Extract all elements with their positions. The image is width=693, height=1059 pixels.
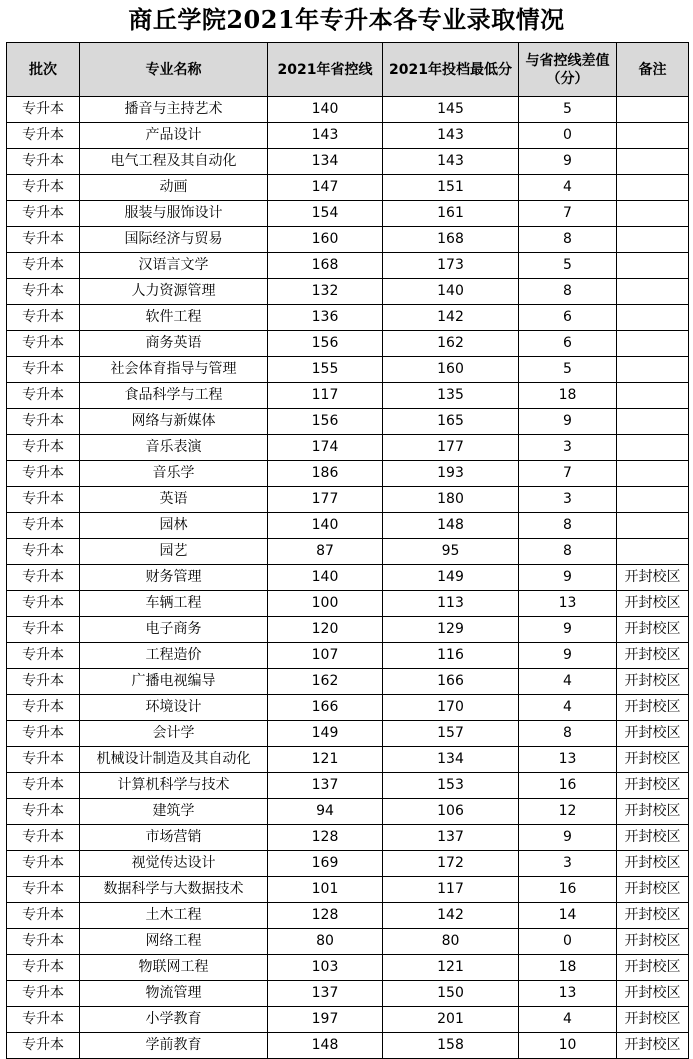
- cell-difference: 3: [519, 435, 617, 461]
- cell-control-line: 132: [268, 279, 383, 305]
- cell-control-line: 149: [268, 721, 383, 747]
- cell-batch: 专升本: [7, 123, 80, 149]
- cell-min-score: 143: [383, 149, 519, 175]
- cell-min-score: 121: [383, 955, 519, 981]
- cell-batch: 专升本: [7, 929, 80, 955]
- cell-remarks: [617, 97, 689, 123]
- cell-batch: 专升本: [7, 851, 80, 877]
- table-row: [7, 1007, 689, 1033]
- cell-control-line: 154: [268, 201, 383, 227]
- cell-major: 环境设计: [80, 695, 268, 721]
- cell-difference: 4: [519, 175, 617, 201]
- cell-batch: 专升本: [7, 513, 80, 539]
- cell-difference: 18: [519, 955, 617, 981]
- cell-major: 车辆工程: [80, 591, 268, 617]
- cell-difference: 4: [519, 695, 617, 721]
- cell-major: 网络与新媒体: [80, 409, 268, 435]
- cell-batch: 专升本: [7, 903, 80, 929]
- cell-min-score: 113: [383, 591, 519, 617]
- cell-major: 园林: [80, 513, 268, 539]
- cell-difference: 12: [519, 799, 617, 825]
- cell-difference: 16: [519, 877, 617, 903]
- cell-major: 物联网工程: [80, 955, 268, 981]
- cell-remarks: [617, 487, 689, 513]
- cell-control-line: 136: [268, 305, 383, 331]
- cell-remarks: [617, 227, 689, 253]
- cell-difference: 8: [519, 539, 617, 565]
- cell-major: 动画: [80, 175, 268, 201]
- cell-min-score: 172: [383, 851, 519, 877]
- admission-table: [6, 42, 689, 1059]
- table-row: [7, 825, 689, 851]
- cell-batch: 专升本: [7, 201, 80, 227]
- cell-difference: 8: [519, 513, 617, 539]
- table-row: [7, 227, 689, 253]
- cell-remarks: 开封校区: [617, 1007, 689, 1033]
- cell-batch: 专升本: [7, 409, 80, 435]
- cell-min-score: 151: [383, 175, 519, 201]
- cell-major: 视觉传达设计: [80, 851, 268, 877]
- cell-min-score: 165: [383, 409, 519, 435]
- cell-difference: 9: [519, 825, 617, 851]
- cell-difference: 4: [519, 669, 617, 695]
- cell-min-score: 180: [383, 487, 519, 513]
- cell-major: 英语: [80, 487, 268, 513]
- cell-major: 机械设计制造及其自动化: [80, 747, 268, 773]
- cell-batch: 专升本: [7, 669, 80, 695]
- cell-difference: 7: [519, 461, 617, 487]
- cell-remarks: 开封校区: [617, 617, 689, 643]
- table-row: [7, 253, 689, 279]
- column-header-control-line: 2021年省控线: [268, 43, 383, 97]
- cell-difference: 9: [519, 643, 617, 669]
- cell-remarks: 开封校区: [617, 1033, 689, 1059]
- table-row: [7, 799, 689, 825]
- table-row: [7, 929, 689, 955]
- cell-min-score: 106: [383, 799, 519, 825]
- table-row: [7, 331, 689, 357]
- cell-major: 汉语言文学: [80, 253, 268, 279]
- cell-batch: 专升本: [7, 279, 80, 305]
- cell-remarks: [617, 409, 689, 435]
- table-row: [7, 175, 689, 201]
- cell-min-score: 161: [383, 201, 519, 227]
- cell-major: 数据科学与大数据技术: [80, 877, 268, 903]
- cell-remarks: 开封校区: [617, 669, 689, 695]
- cell-control-line: 156: [268, 331, 383, 357]
- cell-control-line: 121: [268, 747, 383, 773]
- cell-control-line: 140: [268, 513, 383, 539]
- cell-min-score: 142: [383, 903, 519, 929]
- cell-major: 音乐学: [80, 461, 268, 487]
- cell-remarks: 开封校区: [617, 851, 689, 877]
- cell-major: 软件工程: [80, 305, 268, 331]
- table-row: [7, 747, 689, 773]
- cell-difference: 16: [519, 773, 617, 799]
- cell-min-score: 129: [383, 617, 519, 643]
- cell-batch: 专升本: [7, 747, 80, 773]
- table-row: [7, 981, 689, 1007]
- cell-min-score: 201: [383, 1007, 519, 1033]
- table-row: [7, 877, 689, 903]
- table-row: [7, 357, 689, 383]
- cell-batch: 专升本: [7, 695, 80, 721]
- table-row: [7, 539, 689, 565]
- cell-major: 播音与主持艺术: [80, 97, 268, 123]
- table-row: [7, 695, 689, 721]
- cell-batch: 专升本: [7, 97, 80, 123]
- cell-major: 学前教育: [80, 1033, 268, 1059]
- cell-min-score: 150: [383, 981, 519, 1007]
- cell-control-line: 137: [268, 981, 383, 1007]
- cell-control-line: 103: [268, 955, 383, 981]
- cell-batch: 专升本: [7, 227, 80, 253]
- cell-difference: 18: [519, 383, 617, 409]
- table-row: [7, 721, 689, 747]
- cell-major: 土木工程: [80, 903, 268, 929]
- cell-difference: 0: [519, 929, 617, 955]
- cell-remarks: [617, 253, 689, 279]
- cell-min-score: 170: [383, 695, 519, 721]
- cell-difference: 8: [519, 227, 617, 253]
- cell-major: 会计学: [80, 721, 268, 747]
- cell-major: 国际经济与贸易: [80, 227, 268, 253]
- cell-batch: 专升本: [7, 383, 80, 409]
- column-header-major: 专业名称: [80, 43, 268, 97]
- cell-min-score: 177: [383, 435, 519, 461]
- cell-difference: 10: [519, 1033, 617, 1059]
- cell-control-line: 134: [268, 149, 383, 175]
- cell-remarks: [617, 279, 689, 305]
- cell-control-line: 80: [268, 929, 383, 955]
- cell-major: 网络工程: [80, 929, 268, 955]
- cell-control-line: 168: [268, 253, 383, 279]
- cell-batch: 专升本: [7, 149, 80, 175]
- cell-difference: 0: [519, 123, 617, 149]
- cell-difference: 5: [519, 357, 617, 383]
- cell-difference: 8: [519, 721, 617, 747]
- cell-control-line: 117: [268, 383, 383, 409]
- cell-difference: 7: [519, 201, 617, 227]
- table-row: [7, 773, 689, 799]
- cell-major: 电气工程及其自动化: [80, 149, 268, 175]
- cell-min-score: 160: [383, 357, 519, 383]
- cell-min-score: 140: [383, 279, 519, 305]
- cell-control-line: 140: [268, 97, 383, 123]
- cell-remarks: [617, 513, 689, 539]
- cell-control-line: 128: [268, 825, 383, 851]
- cell-control-line: 94: [268, 799, 383, 825]
- cell-min-score: 148: [383, 513, 519, 539]
- cell-remarks: [617, 305, 689, 331]
- table-row: [7, 513, 689, 539]
- cell-batch: 专升本: [7, 825, 80, 851]
- cell-min-score: 134: [383, 747, 519, 773]
- cell-difference: 3: [519, 851, 617, 877]
- cell-control-line: 128: [268, 903, 383, 929]
- cell-batch: 专升本: [7, 435, 80, 461]
- cell-major: 市场营销: [80, 825, 268, 851]
- cell-difference: 5: [519, 253, 617, 279]
- table-row: [7, 617, 689, 643]
- cell-difference: 6: [519, 331, 617, 357]
- cell-batch: 专升本: [7, 643, 80, 669]
- cell-control-line: 140: [268, 565, 383, 591]
- table-row: [7, 643, 689, 669]
- cell-min-score: 143: [383, 123, 519, 149]
- table-row: [7, 1033, 689, 1059]
- cell-difference: 14: [519, 903, 617, 929]
- cell-control-line: 100: [268, 591, 383, 617]
- cell-batch: 专升本: [7, 487, 80, 513]
- cell-remarks: 开封校区: [617, 591, 689, 617]
- table-row: [7, 591, 689, 617]
- cell-difference: 13: [519, 981, 617, 1007]
- table-row: [7, 565, 689, 591]
- cell-control-line: 169: [268, 851, 383, 877]
- column-header-min-score: 2021年投档最低分: [383, 43, 519, 97]
- cell-remarks: [617, 435, 689, 461]
- cell-min-score: 166: [383, 669, 519, 695]
- cell-remarks: 开封校区: [617, 877, 689, 903]
- cell-difference: 5: [519, 97, 617, 123]
- cell-min-score: 95: [383, 539, 519, 565]
- cell-remarks: 开封校区: [617, 747, 689, 773]
- cell-batch: 专升本: [7, 1007, 80, 1033]
- cell-remarks: [617, 149, 689, 175]
- cell-control-line: 155: [268, 357, 383, 383]
- cell-remarks: [617, 175, 689, 201]
- cell-difference: 4: [519, 1007, 617, 1033]
- cell-major: 电子商务: [80, 617, 268, 643]
- cell-batch: 专升本: [7, 331, 80, 357]
- cell-batch: 专升本: [7, 305, 80, 331]
- cell-control-line: 87: [268, 539, 383, 565]
- cell-control-line: 120: [268, 617, 383, 643]
- cell-min-score: 193: [383, 461, 519, 487]
- cell-difference: 3: [519, 487, 617, 513]
- cell-major: 物流管理: [80, 981, 268, 1007]
- cell-major: 建筑学: [80, 799, 268, 825]
- cell-control-line: 143: [268, 123, 383, 149]
- column-header-batch: 批次: [7, 43, 80, 97]
- cell-difference: 9: [519, 149, 617, 175]
- cell-min-score: 153: [383, 773, 519, 799]
- cell-major: 财务管理: [80, 565, 268, 591]
- cell-major: 食品科学与工程: [80, 383, 268, 409]
- cell-batch: 专升本: [7, 981, 80, 1007]
- cell-remarks: [617, 539, 689, 565]
- cell-remarks: 开封校区: [617, 695, 689, 721]
- cell-remarks: 开封校区: [617, 643, 689, 669]
- cell-remarks: [617, 123, 689, 149]
- cell-remarks: 开封校区: [617, 799, 689, 825]
- cell-control-line: 101: [268, 877, 383, 903]
- cell-remarks: [617, 357, 689, 383]
- cell-min-score: 162: [383, 331, 519, 357]
- cell-batch: 专升本: [7, 617, 80, 643]
- cell-batch: 专升本: [7, 565, 80, 591]
- table-row: [7, 97, 689, 123]
- table-row: [7, 903, 689, 929]
- cell-difference: 13: [519, 591, 617, 617]
- cell-min-score: 142: [383, 305, 519, 331]
- cell-remarks: [617, 201, 689, 227]
- cell-control-line: 197: [268, 1007, 383, 1033]
- cell-batch: 专升本: [7, 253, 80, 279]
- cell-batch: 专升本: [7, 955, 80, 981]
- table-row: [7, 435, 689, 461]
- cell-remarks: 开封校区: [617, 903, 689, 929]
- cell-min-score: 80: [383, 929, 519, 955]
- cell-remarks: 开封校区: [617, 981, 689, 1007]
- cell-min-score: 116: [383, 643, 519, 669]
- cell-batch: 专升本: [7, 1033, 80, 1059]
- table-header-row: [7, 43, 689, 97]
- table-row: [7, 409, 689, 435]
- cell-major: 计算机科学与技术: [80, 773, 268, 799]
- cell-control-line: 177: [268, 487, 383, 513]
- cell-remarks: 开封校区: [617, 773, 689, 799]
- cell-control-line: 174: [268, 435, 383, 461]
- cell-min-score: 157: [383, 721, 519, 747]
- cell-min-score: 135: [383, 383, 519, 409]
- cell-control-line: 160: [268, 227, 383, 253]
- cell-difference: 13: [519, 747, 617, 773]
- cell-control-line: 156: [268, 409, 383, 435]
- cell-min-score: 149: [383, 565, 519, 591]
- cell-min-score: 168: [383, 227, 519, 253]
- cell-batch: 专升本: [7, 877, 80, 903]
- cell-control-line: 107: [268, 643, 383, 669]
- cell-difference: 9: [519, 565, 617, 591]
- cell-remarks: 开封校区: [617, 929, 689, 955]
- cell-major: 人力资源管理: [80, 279, 268, 305]
- cell-difference: 9: [519, 409, 617, 435]
- cell-major: 广播电视编导: [80, 669, 268, 695]
- table-row: [7, 383, 689, 409]
- cell-major: 音乐表演: [80, 435, 268, 461]
- table-row: [7, 487, 689, 513]
- cell-difference: 9: [519, 617, 617, 643]
- cell-major: 商务英语: [80, 331, 268, 357]
- cell-major: 产品设计: [80, 123, 268, 149]
- cell-batch: 专升本: [7, 461, 80, 487]
- cell-difference: 6: [519, 305, 617, 331]
- cell-remarks: 开封校区: [617, 721, 689, 747]
- cell-min-score: 158: [383, 1033, 519, 1059]
- cell-major: 社会体育指导与管理: [80, 357, 268, 383]
- cell-control-line: 166: [268, 695, 383, 721]
- table-row: [7, 279, 689, 305]
- cell-batch: 专升本: [7, 175, 80, 201]
- cell-difference: 8: [519, 279, 617, 305]
- cell-batch: 专升本: [7, 357, 80, 383]
- cell-remarks: 开封校区: [617, 825, 689, 851]
- cell-batch: 专升本: [7, 799, 80, 825]
- table-row: [7, 305, 689, 331]
- page-title: 商丘学院2021年专升本各专业录取情况: [128, 5, 565, 34]
- cell-control-line: 162: [268, 669, 383, 695]
- table-row: [7, 461, 689, 487]
- cell-remarks: 开封校区: [617, 955, 689, 981]
- table-row: [7, 123, 689, 149]
- cell-control-line: 148: [268, 1033, 383, 1059]
- column-header-remarks: 备注: [617, 43, 689, 97]
- table-row: [7, 955, 689, 981]
- cell-min-score: 137: [383, 825, 519, 851]
- cell-min-score: 173: [383, 253, 519, 279]
- cell-major: 小学教育: [80, 1007, 268, 1033]
- cell-min-score: 145: [383, 97, 519, 123]
- cell-major: 园艺: [80, 539, 268, 565]
- table-row: [7, 149, 689, 175]
- cell-batch: 专升本: [7, 591, 80, 617]
- cell-batch: 专升本: [7, 773, 80, 799]
- cell-batch: 专升本: [7, 721, 80, 747]
- cell-remarks: [617, 461, 689, 487]
- cell-control-line: 137: [268, 773, 383, 799]
- cell-batch: 专升本: [7, 539, 80, 565]
- cell-remarks: [617, 383, 689, 409]
- cell-remarks: 开封校区: [617, 565, 689, 591]
- cell-control-line: 147: [268, 175, 383, 201]
- table-row: [7, 851, 689, 877]
- cell-control-line: 186: [268, 461, 383, 487]
- cell-min-score: 117: [383, 877, 519, 903]
- column-header-difference: 与省控线差值（分）: [519, 43, 617, 97]
- cell-major: 服装与服饰设计: [80, 201, 268, 227]
- table-row: [7, 669, 689, 695]
- cell-major: 工程造价: [80, 643, 268, 669]
- table-row: [7, 201, 689, 227]
- cell-remarks: [617, 331, 689, 357]
